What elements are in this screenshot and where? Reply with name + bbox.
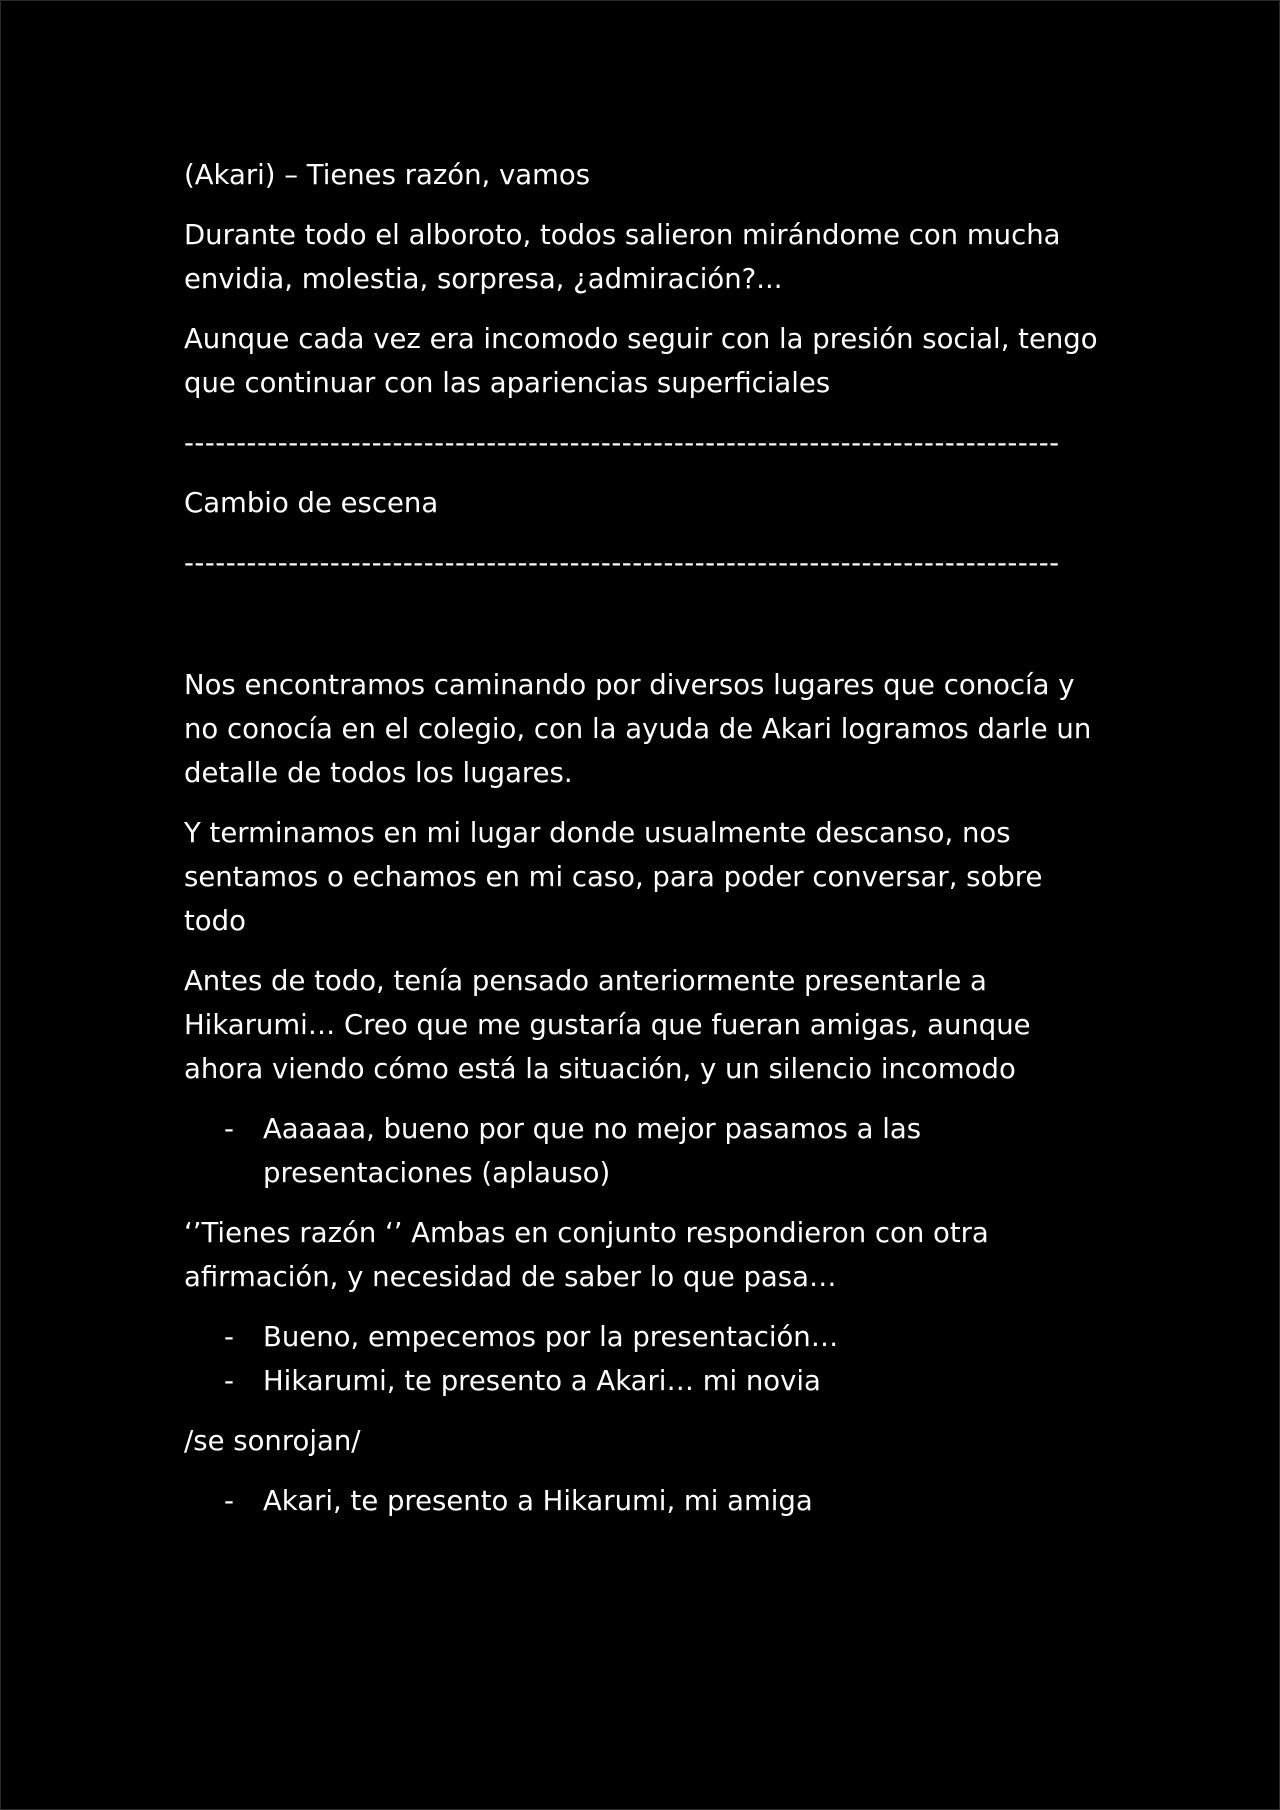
- dialog-item: [184, 1359, 1104, 1403]
- dialog-text: Hikarumi, te presento a Akari… mi novia: [263, 1365, 821, 1397]
- dialog-list-1: [184, 1107, 1104, 1195]
- paragraph-resting-place: Y terminamos en mi lugar donde usualmente descanso, nos sentamos o echamos en mi caso, para poder conversar, sobre todo: [184, 817, 1052, 937]
- scene-change-heading: Cambio de escena: [184, 487, 439, 519]
- paragraph-commotion: Durante todo el alboroto, todos salieron mirándome con mucha envidia, molestia, sorpresa, ¿admiración?...: [184, 219, 1070, 295]
- dialog-text: Bueno, empecemos por la presentación…: [263, 1321, 839, 1353]
- scene-divider-top: ------------------------------------------------------------------------------------: [184, 427, 1060, 459]
- dash-marker: -: [224, 1485, 234, 1517]
- dash-marker: -: [224, 1365, 234, 1397]
- dialog-list-2: [184, 1315, 1104, 1403]
- dialog-text: Aaaaaa, bueno por que no mejor pasamos a las presentaciones (aplauso): [263, 1113, 922, 1189]
- spacer: [184, 601, 1104, 663]
- paragraph-walking: Nos encontramos caminando por diversos lugares que conocía y no conocía en el colegio, con la ayuda de Akari logramos darle un detalle de todos los lugares.: [184, 669, 1100, 789]
- dialog-list-3: [184, 1479, 1104, 1523]
- paragraph-blush: /se sonrojan/: [184, 1425, 361, 1457]
- paragraph-akari-line: (Akari) – Tienes razón, vamos: [184, 159, 591, 191]
- dialog-item: [184, 1479, 1104, 1523]
- document-body: [184, 153, 1107, 1539]
- dash-marker: -: [224, 1113, 234, 1145]
- paragraph-tienes-razon: ‘’Tienes razón ‘’ Ambas en conjunto respondieron con otra afirmación, y necesidad de saber lo que pasa…: [184, 1217, 998, 1293]
- dialog-item: [184, 1315, 1104, 1359]
- paragraph-introduction-plan: Antes de todo, tenía pensado anteriormente presentarle a Hikarumi… Creo que me gustaría que fueran amigas, aunque ahora viendo cómo está la situación, y un silencio incomodo: [184, 965, 1040, 1085]
- dash-marker: -: [224, 1321, 234, 1353]
- paragraph-social-pressure: Aunque cada vez era incomodo seguir con la presión social, tengo que continuar con las apariencias superficiales: [184, 323, 1107, 399]
- dialog-text: Akari, te presento a Hikarumi, mi amiga: [263, 1485, 813, 1517]
- dialog-item: [184, 1107, 1104, 1195]
- scene-divider-bottom: ------------------------------------------------------------------------------------: [184, 547, 1060, 579]
